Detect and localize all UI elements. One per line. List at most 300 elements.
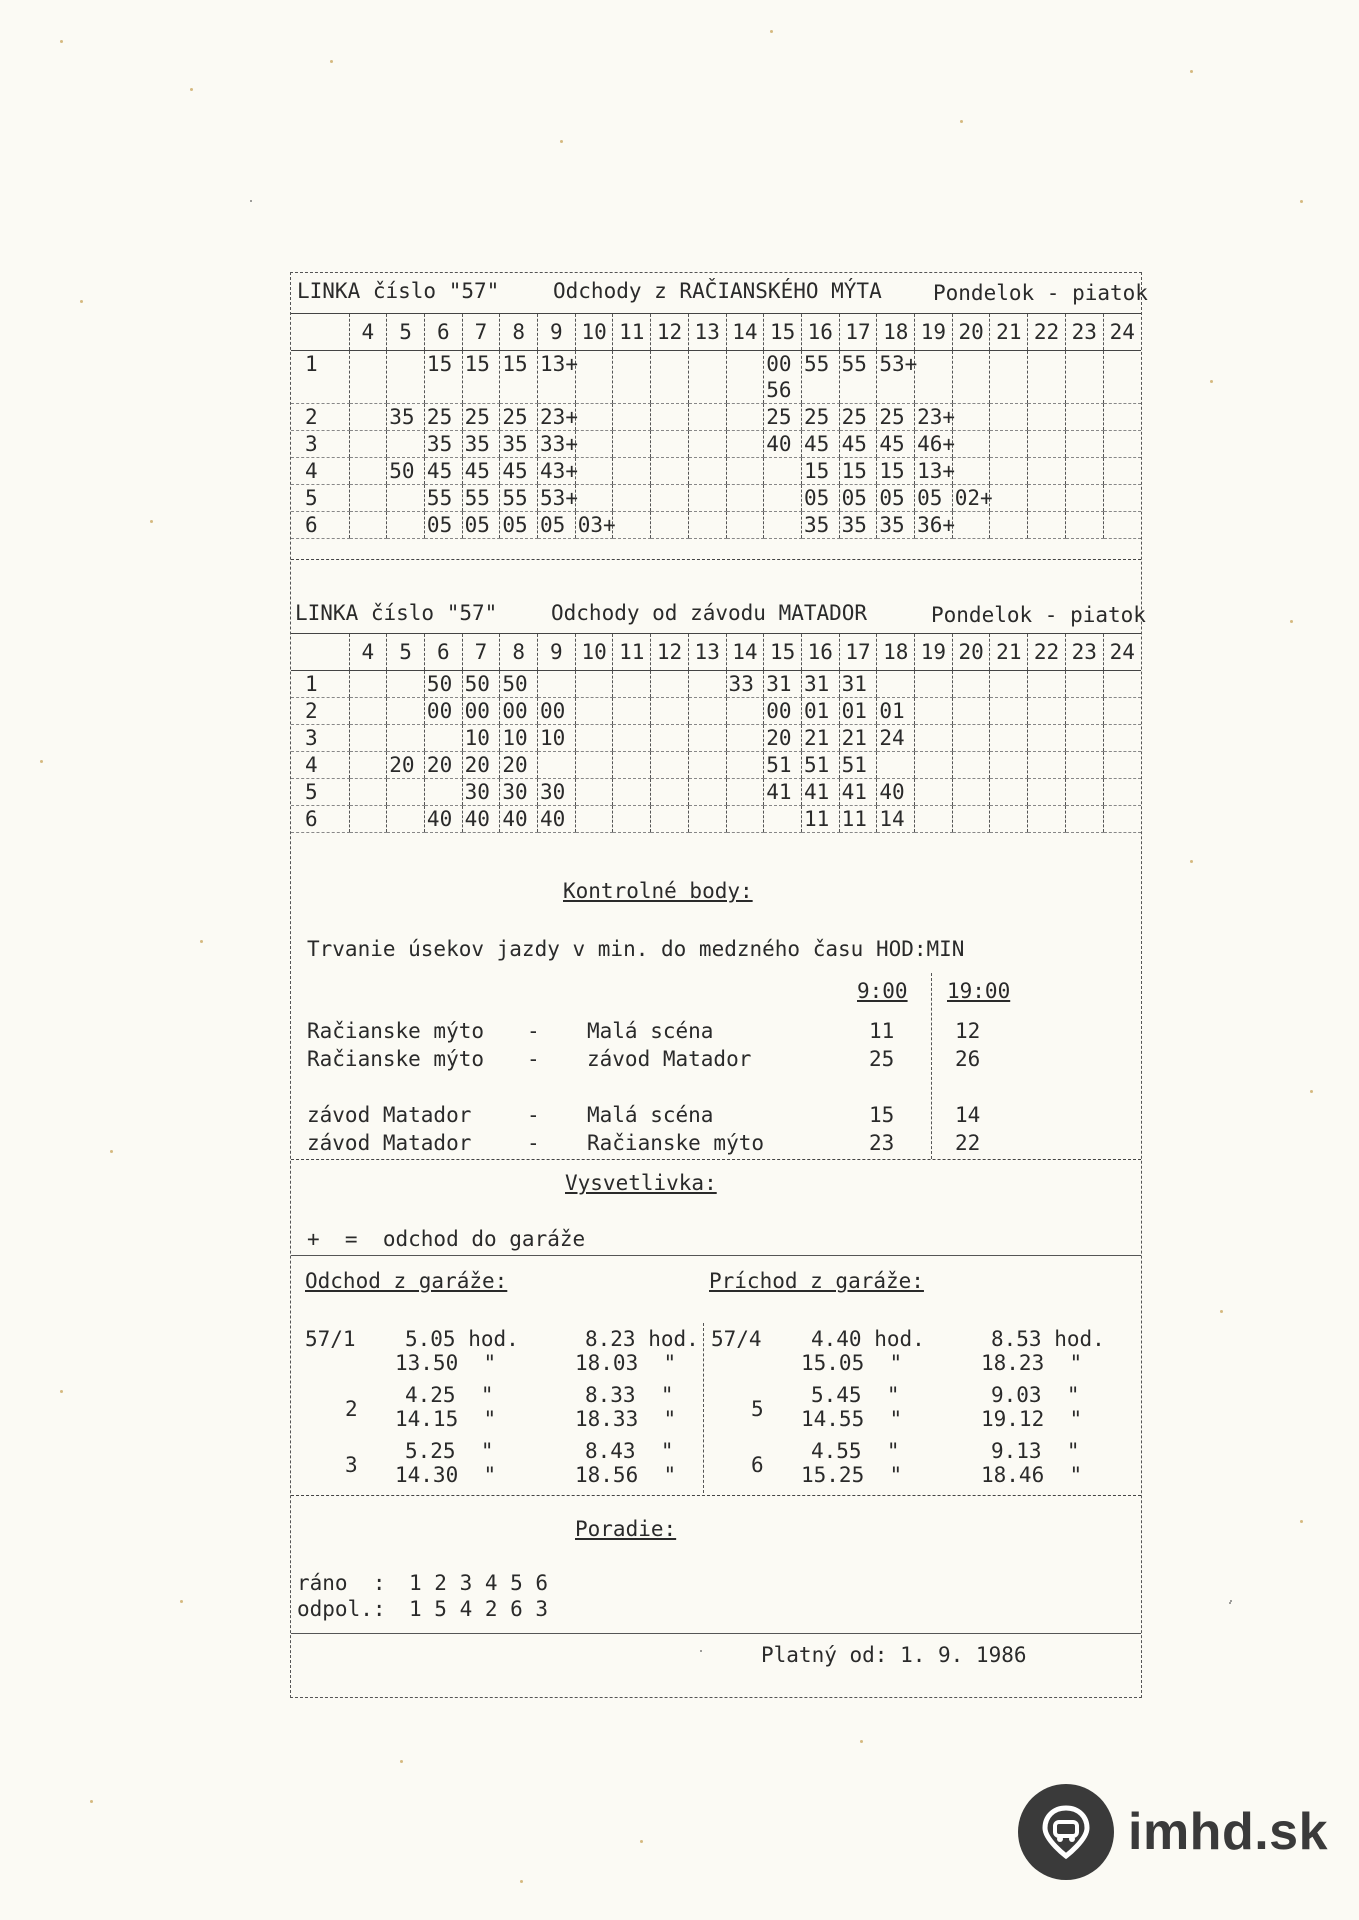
section2-timetable [291, 633, 1141, 833]
hour-header-cell: 11 [613, 314, 651, 351]
departure-minute [688, 351, 726, 404]
departure-minute: 11 [839, 806, 877, 833]
hour-header-cell: 7 [462, 314, 500, 351]
departure-minute [538, 752, 576, 779]
departure-minute [613, 752, 651, 779]
departure-minute: 50 [500, 671, 538, 698]
departure-minute: 25 [500, 404, 538, 431]
departure-minute: 45 [500, 458, 538, 485]
departure-minute [688, 698, 726, 725]
vysvetlivka-heading: Vysvetlivka: [565, 1171, 717, 1195]
departure-minute [990, 351, 1028, 404]
departure-minute: 45 [462, 458, 500, 485]
garaz-time: 13.50 " [395, 1351, 497, 1375]
poradie-rano-value: 1 2 3 4 5 6 [409, 1571, 549, 1595]
garaz-time: 15.05 " [801, 1351, 903, 1375]
departure-minute [1065, 512, 1103, 539]
garaz-time: 9.13 " [991, 1439, 1080, 1463]
departure-minute [1103, 485, 1141, 512]
garaz-time: 19.12 " [981, 1407, 1083, 1431]
departure-minute [1028, 725, 1066, 752]
departure-minute [1103, 806, 1141, 833]
departure-minute [349, 431, 387, 458]
departure-minute [952, 458, 990, 485]
departure-minute: 05 [462, 512, 500, 539]
garaz-time: 8.33 " [585, 1383, 674, 1407]
garaz-time: 5.05 hod. [405, 1327, 519, 1351]
departure-minute: 13+ [915, 458, 953, 485]
departure-minute [688, 671, 726, 698]
hour-header-cell: 8 [500, 314, 538, 351]
departure-minute [688, 752, 726, 779]
hour-header-cell: 10 [575, 634, 613, 671]
garaz-time: 18.33 " [575, 1407, 677, 1431]
departure-minute [726, 351, 764, 404]
departure-minute: 25 [801, 404, 839, 431]
departure-minute [575, 725, 613, 752]
departure-minute [387, 512, 425, 539]
row-number: 3 [291, 431, 349, 458]
kontrolne-col-19: 19:00 [947, 979, 1011, 1003]
hour-header-cell: 12 [651, 314, 689, 351]
departure-minute: 40 [764, 431, 802, 458]
table-row [291, 779, 1141, 806]
departure-minute [613, 404, 651, 431]
departure-minute [952, 779, 990, 806]
departure-minute [952, 671, 990, 698]
departure-minute: 45 [877, 431, 915, 458]
departure-minute [1028, 752, 1066, 779]
departure-minute: 55 [500, 485, 538, 512]
hour-header-cell: 4 [349, 634, 387, 671]
departure-minute [651, 351, 689, 404]
departure-minute [1065, 806, 1103, 833]
departure-minute [387, 431, 425, 458]
departure-minute: 05 [877, 485, 915, 512]
departure-minute [1065, 485, 1103, 512]
departure-minute [424, 725, 462, 752]
departure-minute [990, 431, 1028, 458]
departure-minute: 31 [839, 671, 877, 698]
departure-minute [915, 351, 953, 404]
departure-minute [726, 725, 764, 752]
garaz-time: 5.45 " [811, 1383, 900, 1407]
departure-minute [1065, 779, 1103, 806]
garaz-time: 9.03 " [991, 1383, 1080, 1407]
departure-minute [688, 404, 726, 431]
departure-minute [990, 512, 1028, 539]
row-number: 4 [291, 752, 349, 779]
hour-header-cell: 22 [1028, 634, 1066, 671]
garaz-time: 18.46 " [981, 1463, 1083, 1487]
departure-minute [651, 725, 689, 752]
departure-minute [349, 725, 387, 752]
departure-minute [1065, 671, 1103, 698]
hour-header-cell: 17 [839, 314, 877, 351]
departure-minute [952, 351, 990, 404]
hour-header-cell: 21 [990, 314, 1028, 351]
departure-minute [613, 671, 651, 698]
departure-minute: 23+ [538, 404, 576, 431]
departure-minute: 50 [424, 671, 462, 698]
hour-header-cell: 5 [387, 634, 425, 671]
departure-minute [915, 671, 953, 698]
departure-minute [952, 431, 990, 458]
departure-minute: 20 [500, 752, 538, 779]
table-row [291, 458, 1141, 485]
departure-minute: 41 [839, 779, 877, 806]
hour-header-cell: 9 [538, 314, 576, 351]
departure-minute [575, 351, 613, 404]
departure-minute [424, 779, 462, 806]
row-number: 5 [291, 485, 349, 512]
departure-minute: 23+ [915, 404, 953, 431]
hour-header-cell: 13 [688, 314, 726, 351]
departure-minute: 10 [500, 725, 538, 752]
departure-minute [915, 725, 953, 752]
departure-minute [613, 698, 651, 725]
departure-minute: 01 [801, 698, 839, 725]
departure-minute: 21 [801, 725, 839, 752]
departure-minute: 35 [877, 512, 915, 539]
departure-minute: 35 [387, 404, 425, 431]
departure-minute [1103, 698, 1141, 725]
departure-minute: 53+ [538, 485, 576, 512]
departure-minute: 35 [500, 431, 538, 458]
departure-minute: 51 [801, 752, 839, 779]
departure-minute [651, 698, 689, 725]
departure-minute: 40 [500, 806, 538, 833]
garaz-car-number: 57/1 [305, 1327, 356, 1351]
garaz-car-number: 57/4 [711, 1327, 762, 1351]
departure-minute [387, 779, 425, 806]
departure-minute [349, 485, 387, 512]
garaz-time: 15.25 " [801, 1463, 903, 1487]
departure-minute: 45 [839, 431, 877, 458]
table-row [291, 698, 1141, 725]
departure-minute: 25 [462, 404, 500, 431]
departure-minute [688, 512, 726, 539]
departure-minute [952, 725, 990, 752]
departure-minute: 45 [801, 431, 839, 458]
hour-header-cell: 6 [424, 314, 462, 351]
departure-minute: 05 [839, 485, 877, 512]
departure-minute [1103, 431, 1141, 458]
hour-header-cell: 16 [801, 314, 839, 351]
garaz-time: 8.43 " [585, 1439, 674, 1463]
garaz-time: 5.25 " [405, 1439, 494, 1463]
departure-minute [990, 458, 1028, 485]
departure-minute [764, 485, 802, 512]
departure-minute [613, 485, 651, 512]
departure-minute [1028, 431, 1066, 458]
departure-minute [1065, 698, 1103, 725]
departure-minute: 25 [764, 404, 802, 431]
hour-header-cell: 4 [349, 314, 387, 351]
departure-minute: 40 [462, 806, 500, 833]
table-row [291, 404, 1141, 431]
departure-minute [1028, 458, 1066, 485]
kontrolne-col-9: 9:00 [857, 979, 908, 1003]
departure-minute [575, 485, 613, 512]
departure-minute [387, 351, 425, 404]
section2-direction: Odchody od závodu MATADOR [551, 601, 868, 625]
departure-minute: 24 [877, 725, 915, 752]
hour-header-cell: 14 [726, 314, 764, 351]
departure-minute [726, 752, 764, 779]
departure-minute: 55 [839, 351, 877, 404]
departure-minute [575, 806, 613, 833]
departure-minute [575, 431, 613, 458]
garaz-time: 14.15 " [395, 1407, 497, 1431]
poradie-heading: Poradie: [575, 1517, 677, 1541]
departure-minute: 03+ [575, 512, 613, 539]
hour-header-cell: 22 [1028, 314, 1066, 351]
departure-minute [764, 512, 802, 539]
departure-minute [952, 698, 990, 725]
departure-minute: 51 [839, 752, 877, 779]
departure-minute [387, 806, 425, 833]
departure-minute [575, 671, 613, 698]
departure-minute [990, 779, 1028, 806]
departure-minute: 31 [801, 671, 839, 698]
departure-minute [688, 431, 726, 458]
departure-minute: 21 [839, 725, 877, 752]
hour-header-cell: 14 [726, 634, 764, 671]
departure-minute: 05 [915, 485, 953, 512]
departure-minute [1065, 752, 1103, 779]
departure-minute [575, 698, 613, 725]
garaz-time: 14.55 " [801, 1407, 903, 1431]
departure-minute [1065, 725, 1103, 752]
section1-timetable [291, 313, 1141, 539]
departure-minute: 41 [801, 779, 839, 806]
departure-minute: 53+ [877, 351, 915, 404]
row-number: 2 [291, 698, 349, 725]
departure-minute [990, 698, 1028, 725]
departure-minute: 55 [801, 351, 839, 404]
section2-line: LINKA číslo "57" [295, 601, 498, 625]
hour-header-cell: 19 [915, 314, 953, 351]
departure-minute: 10 [538, 725, 576, 752]
section1-days: Pondelok - piatok [933, 281, 1148, 305]
prichod-heading: Príchod z garáže: [709, 1269, 924, 1293]
departure-minute [915, 698, 953, 725]
departure-minute: 40 [424, 806, 462, 833]
departure-minute [1103, 779, 1141, 806]
hour-header-cell: 13 [688, 634, 726, 671]
row-number: 2 [291, 404, 349, 431]
departure-minute [990, 671, 1028, 698]
departure-minute [990, 404, 1028, 431]
departure-minute [688, 725, 726, 752]
departure-minute [651, 671, 689, 698]
departure-minute [1103, 725, 1141, 752]
imhd-bus-pin-icon [1018, 1784, 1114, 1880]
departure-minute: 25 [424, 404, 462, 431]
departure-minute [1103, 512, 1141, 539]
departure-minute: 30 [500, 779, 538, 806]
departure-minute: 33 [726, 671, 764, 698]
departure-minute [1028, 698, 1066, 725]
garaz-time: 4.40 hod. [811, 1327, 925, 1351]
row-number: 5 [291, 779, 349, 806]
departure-minute [1103, 458, 1141, 485]
departure-minute [764, 806, 802, 833]
validity-date: Platný od: 1. 9. 1986 [761, 1643, 1027, 1667]
departure-minute [349, 351, 387, 404]
departure-minute [990, 752, 1028, 779]
departure-minute [651, 779, 689, 806]
departure-minute [1028, 485, 1066, 512]
departure-minute: 00 [500, 698, 538, 725]
departure-minute [575, 404, 613, 431]
hour-header-cell: 23 [1065, 314, 1103, 351]
row-number: 6 [291, 806, 349, 833]
row-number: 1 [291, 351, 349, 404]
hour-header-cell: 23 [1065, 634, 1103, 671]
hour-header-cell: 20 [952, 634, 990, 671]
departure-minute: 33+ [538, 431, 576, 458]
poradie-odpol-value: 1 5 4 2 6 3 [409, 1597, 549, 1621]
departure-minute [349, 671, 387, 698]
departure-minute: 20 [387, 752, 425, 779]
departure-minute: 00 56 [764, 351, 802, 404]
departure-minute [915, 752, 953, 779]
hour-header-cell: 21 [990, 634, 1028, 671]
departure-minute [349, 779, 387, 806]
departure-minute: 00 [764, 698, 802, 725]
kontrolne-heading: Kontrolné body: [563, 879, 753, 903]
imhd-wordmark: imhd.sk [1128, 1803, 1328, 1861]
departure-minute: 45 [424, 458, 462, 485]
departure-minute: 35 [424, 431, 462, 458]
departure-minute [1028, 404, 1066, 431]
departure-minute [952, 512, 990, 539]
hour-header-cell: 20 [952, 314, 990, 351]
departure-minute [1028, 512, 1066, 539]
departure-minute [1028, 779, 1066, 806]
departure-minute [1028, 671, 1066, 698]
vysvetlivka-legend: + = odchod do garáže [307, 1227, 586, 1251]
departure-minute [688, 458, 726, 485]
departure-minute: 15 [500, 351, 538, 404]
departure-minute [952, 752, 990, 779]
departure-minute: 20 [424, 752, 462, 779]
poradie-rano-label: ráno : [297, 1571, 386, 1595]
departure-minute: 30 [462, 779, 500, 806]
departure-minute [349, 404, 387, 431]
departure-minute [651, 752, 689, 779]
departure-minute: 41 [764, 779, 802, 806]
departure-minute [651, 485, 689, 512]
departure-minute [387, 725, 425, 752]
table-row [291, 512, 1141, 539]
departure-minute [688, 485, 726, 512]
departure-minute [387, 671, 425, 698]
hour-header-cell: 6 [424, 634, 462, 671]
departure-minute [349, 752, 387, 779]
garaz-car-number: 5 [751, 1397, 764, 1421]
hour-header-row [291, 634, 1141, 671]
departure-minute: 25 [877, 404, 915, 431]
departure-minute [990, 806, 1028, 833]
departure-minute: 00 [424, 698, 462, 725]
departure-minute [915, 779, 953, 806]
departure-minute: 20 [462, 752, 500, 779]
departure-minute [726, 431, 764, 458]
departure-minute [764, 458, 802, 485]
departure-minute [1103, 404, 1141, 431]
hour-header-cell: 24 [1103, 314, 1141, 351]
timetable-sheet: LINKA číslo "57" Odchody z RAČIANSKÉHO MÝTA Pondelok - piatok 4 5 6 7 8 9 10 11 12 13 14 15 16 17 18 19 20 21 22 23 24 1 15 15 15 13+ 00 56 55 55 53+ 2 35 25 25 25 23+ 25 25 25 25 23+ 3 35 35 35 33+ 40 45 45 45 46+ 4 50 45 45 45 43+ 15 15 15 13+ 5 55 55 55 53+ 05 05 05 05 02+ 6 05 05 05 05 03+ 35 35 35 36+ LINKA číslo "57" Odchody od závodu MATADOR Pondelok - piatok 4 5 6 7 8 9 10 11 12 13 14 15 16 17 18 19 20 21 22 23 24 1 50 50 50 33 31 31 31 2 00 00 00 00 00 01 01 01 3 10 10 10 20 21 21 24 4 20 20 20 20 51 51 51 5 30 30 30 41 41 41 40 6 40 40 40 40 11 11 14 Kontrolné body: Trvanie úsekov jazdy v min. do medzného času HOD:MIN 9:00 19:00 Račianske mýto - Malá scéna 11 12 Račianske mýto - závod Matador 25 26 závod Matador - Malá scéna 15 14 závod Matador - Račianske mýto 23 22 Vysvetlivka: + = odchod do garáže Odchod z garáže: Príchod z garáže: 57/1 5.05 hod. 8.23 hod. 13.50 " 18.03 " 2 4.25 " 8.33 " 14.15 " 18.33 " 3 5.25 " 8.43 " 14.30 " 18.56 " 57/4 4.40 hod. 8.53 hod. 15.05 " 18.23 " 5 5.45 " 9.03 " 14.55 " 19.12 " 6 4.55 " 9.13 " 15.25 " 18.46 " Poradie: ráno : 1 2 3 4 5 6 odpol.: 1 5 4 2 6 3 Platný od: 1. 9. 1986 [290, 272, 1142, 1698]
departure-minute [688, 806, 726, 833]
departure-minute [726, 806, 764, 833]
table-row [291, 431, 1141, 458]
odchod-heading: Odchod z garáže: [305, 1269, 508, 1293]
departure-minute [651, 458, 689, 485]
table-row [291, 485, 1141, 512]
departure-minute: 11 [801, 806, 839, 833]
garaz-time: 18.03 " [575, 1351, 677, 1375]
row-number: 6 [291, 512, 349, 539]
departure-minute [387, 698, 425, 725]
departure-minute: 15 [801, 458, 839, 485]
departure-minute: 14 [877, 806, 915, 833]
garaz-car-number: 3 [345, 1453, 358, 1477]
departure-minute: 30 [538, 779, 576, 806]
departure-minute [990, 725, 1028, 752]
departure-minute: 05 [500, 512, 538, 539]
departure-minute [575, 458, 613, 485]
departure-minute: 02+ [952, 485, 990, 512]
hour-header-cell: 18 [877, 634, 915, 671]
departure-minute [613, 779, 651, 806]
garaz-time: 8.53 hod. [991, 1327, 1105, 1351]
departure-minute [1028, 351, 1066, 404]
departure-minute [726, 512, 764, 539]
row-number: 4 [291, 458, 349, 485]
departure-minute [952, 404, 990, 431]
departure-minute: 31 [764, 671, 802, 698]
garaz-time: 4.55 " [811, 1439, 900, 1463]
departure-minute [877, 671, 915, 698]
departure-minute [613, 351, 651, 404]
hour-header-cell: 10 [575, 314, 613, 351]
hour-header-cell: 15 [764, 314, 802, 351]
departure-minute: 10 [462, 725, 500, 752]
poradie-odpol-label: odpol.: [297, 1597, 386, 1621]
departure-minute [651, 512, 689, 539]
departure-minute [1103, 752, 1141, 779]
departure-minute: 40 [877, 779, 915, 806]
departure-minute: 05 [538, 512, 576, 539]
hour-header-cell: 7 [462, 634, 500, 671]
hour-header-cell: 24 [1103, 634, 1141, 671]
departure-minute [387, 485, 425, 512]
departure-minute [1065, 431, 1103, 458]
hour-header-cell: 16 [801, 634, 839, 671]
hour-header-cell: 5 [387, 314, 425, 351]
departure-minute [349, 512, 387, 539]
departure-minute [915, 806, 953, 833]
departure-minute [1065, 404, 1103, 431]
garaz-time: 18.23 " [981, 1351, 1083, 1375]
departure-minute: 35 [462, 431, 500, 458]
departure-minute: 00 [462, 698, 500, 725]
garaz-time: 14.30 " [395, 1463, 497, 1487]
departure-minute [538, 671, 576, 698]
